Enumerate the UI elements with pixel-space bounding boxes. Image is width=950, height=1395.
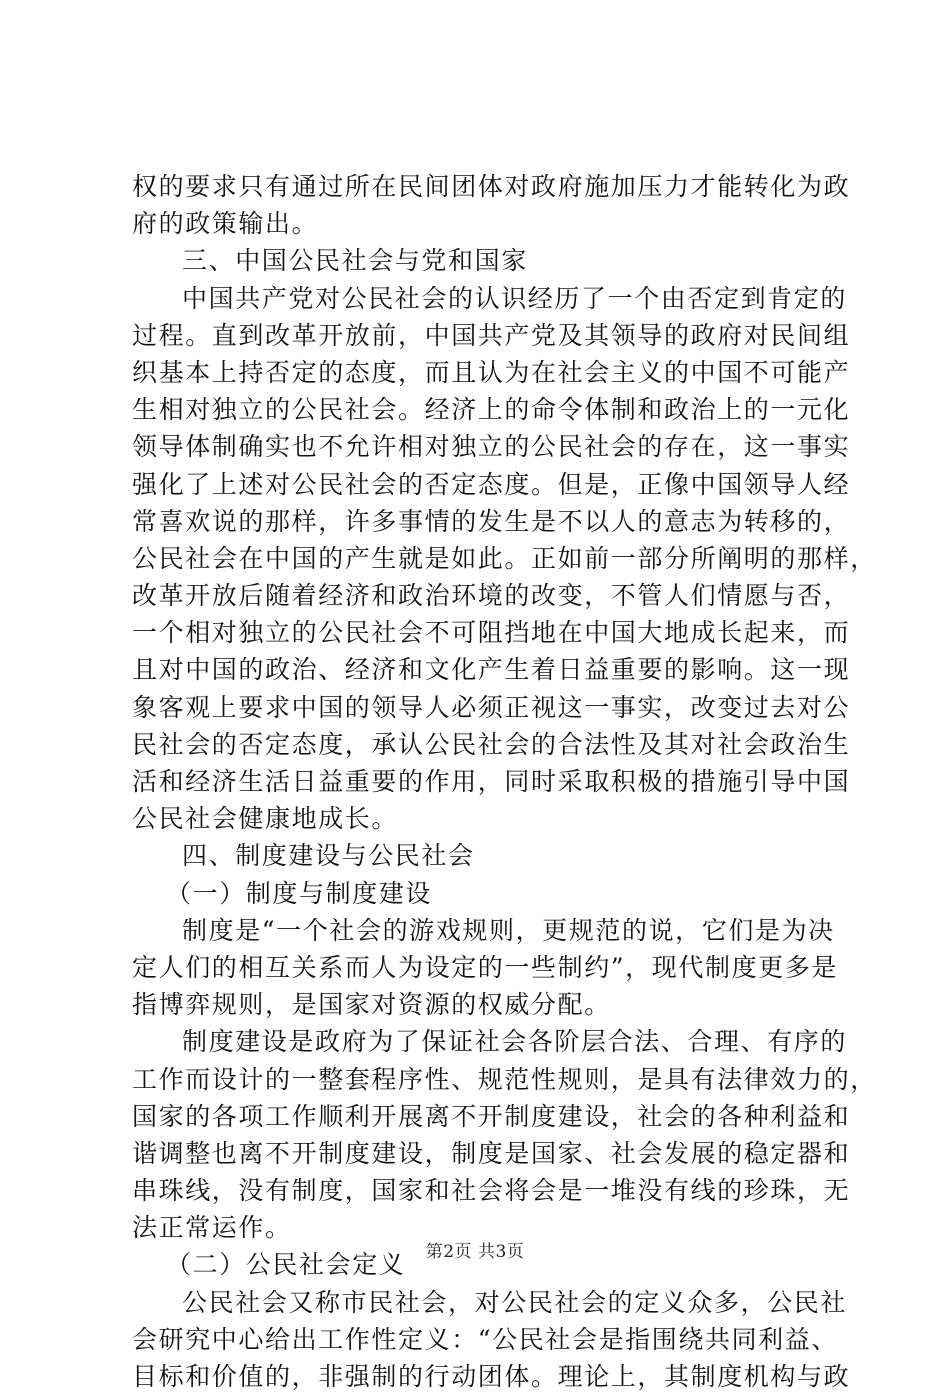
subsection-heading: （一）制度与制度建设 <box>166 878 433 908</box>
text-line: 中国共产党对公民社会的认识经历了一个由否定到肯定的 <box>182 283 848 313</box>
text-line: 过程。直到改革开放前，中国共产党及其领导的政府对民间组 <box>132 320 851 350</box>
text-line: 活和经济生活日益重要的作用，同时采取积极的措施引导中国 <box>132 767 851 796</box>
text-line: 目标和价值的，非强制的行动团体。理论上，其制度机构与政 <box>132 1362 851 1391</box>
text-line: 国家的各项工作顺利开展离不开制度建设，社会的各种利益和 <box>132 1101 851 1131</box>
text-line: 工作而设计的一整套程序性、规范性规则，是具有法律效力的， <box>132 1064 877 1094</box>
text-line: 会研究中心给出工作性定义：“公民社会是指围绕共同利益、 <box>132 1324 838 1354</box>
page-number-footer: 第2页 共3页 <box>425 1242 525 1262</box>
text-line: 领导体制确实也不允许相对独立的公民社会的存在，这一事实 <box>132 432 851 462</box>
text-line: 制度是“一个社会的游戏规则，更规范的说，它们是为决 <box>182 915 835 945</box>
document-body <box>132 168 877 1395</box>
text-line: 公民社会健康地成长。 <box>132 804 399 834</box>
text-line: 串珠线，没有制度，国家和社会将会是一堆没有线的珍珠，无 <box>132 1176 851 1206</box>
text-line: 公民社会在中国的产生就是如此。正如前一部分所阐明的那样， <box>132 543 877 573</box>
text-line: 权的要求只有通过所在民间团体对政府施加压力才能转化为政 <box>132 172 851 201</box>
text-line: 制度建设是政府为了保证社会各阶层合法、合理、有序的 <box>182 1027 848 1057</box>
text-line: 定人们的相互关系而人为设定的一些制约”，现代制度更多是 <box>132 952 838 982</box>
section-heading: 三、中国公民社会与党和国家 <box>182 246 528 276</box>
text-line: 谐调整也离不开制度建设，制度是国家、社会发展的稳定器和 <box>132 1138 851 1168</box>
text-line: 公民社会又称市民社会，对公民社会的定义众多，公民社 <box>182 1287 848 1317</box>
text-line: 且对中国的政治、经济和文化产生着日益重要的影响。这一现 <box>132 655 851 685</box>
text-line: 改革开放后随着经济和政治环境的改变，不管人们情愿与否， <box>132 581 851 611</box>
subsection-heading: （二）公民社会定义 <box>166 1250 406 1280</box>
text-line: 织基本上持否定的态度，而且认为在社会主义的中国不可能产 <box>132 357 851 387</box>
section-heading: 四、制度建设与公民社会 <box>182 841 475 871</box>
text-line: 象客观上要求中国的领导人必须正视这一事实，改变过去对公 <box>132 692 851 722</box>
text-line: 府的政策输出。 <box>132 209 319 239</box>
text-line: 一个相对独立的公民社会不可阻挡地在中国大地成长起来，而 <box>132 618 851 648</box>
text-line: 民社会的否定态度，承认公民社会的合法性及其对社会政治生 <box>132 729 851 759</box>
text-line: 生相对独立的公民社会。经济上的命令体制和政治上的一元化 <box>132 395 851 425</box>
text-line: 强化了上述对公民社会的否定态度。但是，正像中国领导人经 <box>132 469 851 499</box>
text-line: 法正常运作。 <box>132 1213 292 1243</box>
text-line: 常喜欢说的那样，许多事情的发生是不以人的意志为转移的， <box>132 506 851 536</box>
text-line: 指博弈规则，是国家对资源的权威分配。 <box>132 990 611 1020</box>
